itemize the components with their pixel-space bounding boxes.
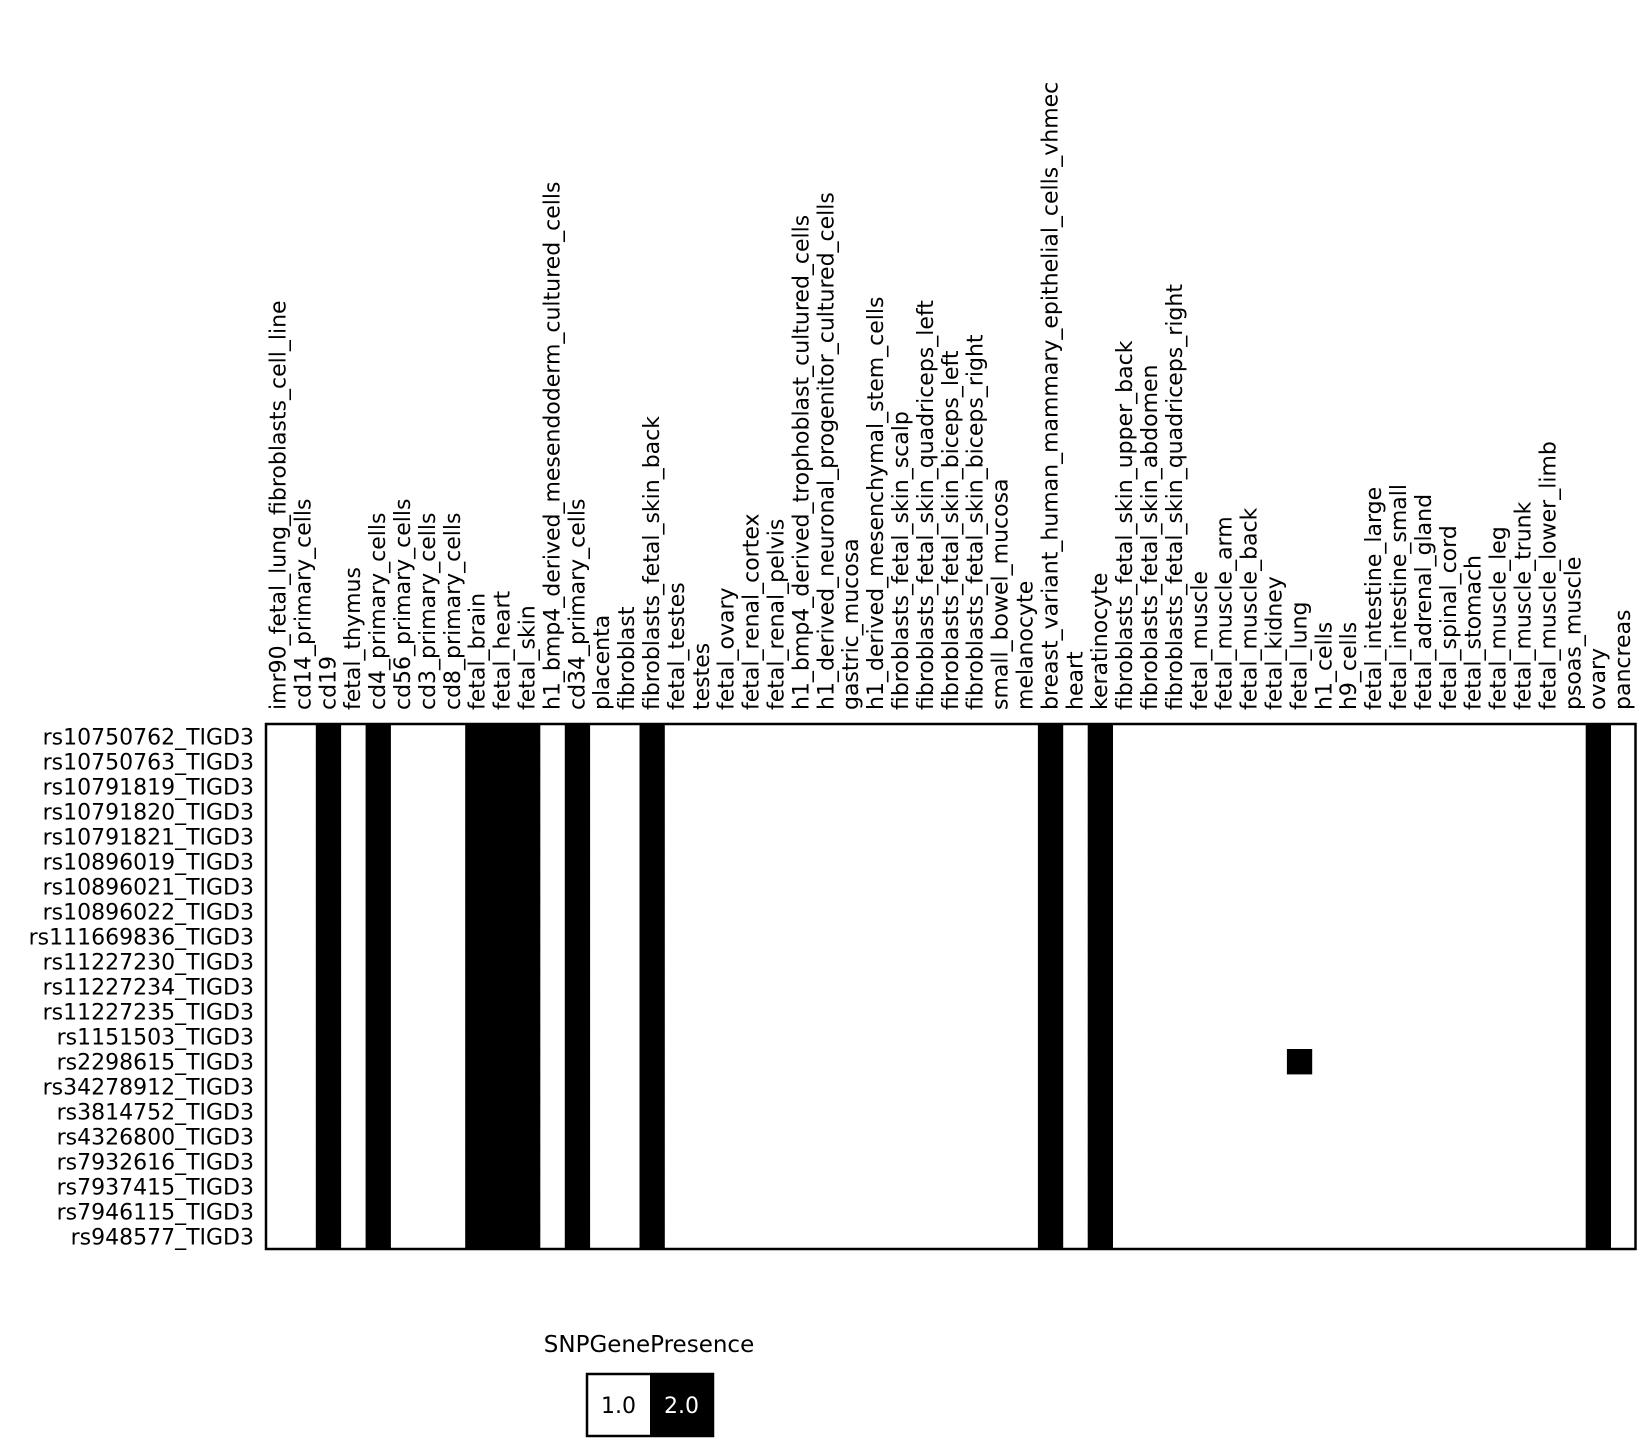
column-label: fibroblasts_fetal_skin_upper_back <box>1113 340 1139 710</box>
legend-label: 1.0 <box>601 1394 636 1419</box>
heatmap-cell <box>366 1074 391 1099</box>
legend-title: SNPGenePresence <box>543 1332 755 1358</box>
heatmap-cell <box>1088 1149 1113 1174</box>
heatmap-cell <box>565 774 590 799</box>
heatmap-cell <box>465 949 490 974</box>
heatmap-cell <box>465 1099 490 1124</box>
heatmap-cell <box>1038 1049 1063 1074</box>
heatmap-cell <box>640 1024 665 1049</box>
heatmap-cell <box>465 974 490 999</box>
column-label: fetal_lung <box>1287 601 1313 710</box>
heatmap-cell <box>1038 874 1063 899</box>
heatmap-cell <box>1088 1049 1113 1074</box>
heatmap-cell <box>640 824 665 849</box>
heatmap-cell <box>366 1124 391 1149</box>
heatmap-cell <box>565 1024 590 1049</box>
heatmap-cell <box>1038 924 1063 949</box>
heatmap-cell <box>640 874 665 899</box>
heatmap-cell <box>515 1224 540 1249</box>
column-labels <box>266 82 1636 710</box>
column-label: fetal_skin <box>515 605 541 710</box>
heatmap-cell <box>490 824 515 849</box>
heatmap-cell <box>1038 724 1063 749</box>
heatmap-cell <box>490 1049 515 1074</box>
heatmap-cell <box>515 1149 540 1174</box>
heatmap-cell <box>1586 749 1611 774</box>
heatmap-cell <box>1038 824 1063 849</box>
column-label: cd14_primary_cells <box>291 498 317 710</box>
heatmap-cell <box>1586 1024 1611 1049</box>
column-label: gastric_mucosa <box>839 538 865 710</box>
heatmap-cell <box>1586 824 1611 849</box>
column-label: fetal_adrenal_gland <box>1411 493 1437 710</box>
heatmap-cell <box>490 1074 515 1099</box>
heatmap-cell <box>565 899 590 924</box>
row-label: rs1151503_TIGD3 <box>56 1025 254 1051</box>
heatmap-cell <box>640 974 665 999</box>
column-label: h1_derived_neuronal_progenitor_cultured_cells <box>814 192 840 710</box>
heatmap-cell <box>515 1049 540 1074</box>
column-label: fetal_muscle_leg <box>1486 526 1512 710</box>
heatmap-cell <box>515 799 540 824</box>
heatmap-cell <box>316 974 341 999</box>
heatmap-cell <box>1088 949 1113 974</box>
heatmap-cell <box>565 824 590 849</box>
heatmap-cell <box>316 949 341 974</box>
heatmap-cell <box>490 1124 515 1149</box>
heatmap-cell <box>465 799 490 824</box>
heatmap-cell <box>465 849 490 874</box>
heatmap-cell <box>640 749 665 774</box>
heatmap-cell <box>490 874 515 899</box>
heatmap-cell <box>1586 1224 1611 1249</box>
heatmap-cell <box>465 1074 490 1099</box>
column-label: h1_cells <box>1312 621 1338 710</box>
heatmap-cell <box>565 949 590 974</box>
column-label: fibroblasts_fetal_skin_back <box>639 416 665 710</box>
heatmap-cell <box>515 874 540 899</box>
heatmap-cell <box>490 1199 515 1224</box>
heatmap-cell <box>490 1224 515 1249</box>
column-label: small_bowel_mucosa <box>988 478 1014 710</box>
column-label: fetal_stomach <box>1461 555 1487 710</box>
heatmap-cell <box>565 849 590 874</box>
heatmap-cell <box>1586 924 1611 949</box>
heatmap-cell <box>1586 874 1611 899</box>
heatmap-cell <box>465 1224 490 1249</box>
column-label: fetal_ovary <box>714 587 740 710</box>
row-label: rs7932616_TIGD3 <box>56 1150 254 1176</box>
heatmap-cell <box>640 1199 665 1224</box>
heatmap-cell <box>316 849 341 874</box>
heatmap-cell <box>1088 924 1113 949</box>
heatmap-cell <box>1088 774 1113 799</box>
column-label: fibroblasts_fetal_skin_abdomen <box>1137 364 1163 710</box>
heatmap-cell <box>640 1099 665 1124</box>
heatmap-cell <box>366 1224 391 1249</box>
heatmap-cell <box>465 1149 490 1174</box>
heatmap-cell <box>316 1024 341 1049</box>
heatmap-cell <box>1586 1074 1611 1099</box>
heatmap-cell <box>316 724 341 749</box>
column-label: keratinocyte <box>1088 572 1114 710</box>
row-labels <box>29 726 254 1251</box>
column-label: fetal_muscle_back <box>1237 507 1263 710</box>
column-label: cd56_primary_cells <box>390 498 416 710</box>
heatmap-cell <box>515 749 540 774</box>
heatmap-cell <box>1586 1199 1611 1224</box>
legend-items <box>587 1374 713 1436</box>
heatmap-cell <box>465 999 490 1024</box>
column-label: fetal_renal_pelvis <box>764 518 790 710</box>
column-label: pancreas <box>1611 609 1637 710</box>
heatmap-cell <box>316 899 341 924</box>
heatmap-cell <box>316 824 341 849</box>
column-label: psoas_muscle <box>1561 556 1587 710</box>
row-label: rs11227235_TIGD3 <box>42 1000 254 1026</box>
heatmap-cell <box>490 1024 515 1049</box>
heatmap-cell <box>1038 1174 1063 1199</box>
heatmap-cell <box>1088 1074 1113 1099</box>
heatmap-cell <box>316 1124 341 1149</box>
heatmap-cell <box>1586 899 1611 924</box>
row-label: rs10896021_TIGD3 <box>42 875 254 901</box>
heatmap-cell <box>515 1074 540 1099</box>
heatmap-cell <box>1088 749 1113 774</box>
heatmap-cell <box>1586 999 1611 1024</box>
heatmap-cell <box>366 874 391 899</box>
row-label: rs7946115_TIGD3 <box>56 1200 254 1226</box>
heatmap-cell <box>1088 1024 1113 1049</box>
column-label: fibroblast <box>615 606 641 710</box>
heatmap-cell <box>640 799 665 824</box>
column-label: ovary <box>1586 647 1612 710</box>
column-label: fetal_thymus <box>341 567 367 710</box>
column-label: h1_derived_mesenchymal_stem_cells <box>864 296 890 710</box>
heatmap-cell <box>1088 1099 1113 1124</box>
row-label: rs10791821_TIGD3 <box>42 825 254 851</box>
heatmap-cell <box>1088 899 1113 924</box>
heatmap-cell <box>1038 799 1063 824</box>
heatmap-cell <box>465 1049 490 1074</box>
heatmap-cell <box>465 874 490 899</box>
heatmap-cell <box>490 774 515 799</box>
heatmap-cell <box>366 1149 391 1174</box>
heatmap-cell <box>640 924 665 949</box>
heatmap-cell <box>640 849 665 874</box>
heatmap-cell <box>490 1174 515 1199</box>
heatmap-cell <box>1586 799 1611 824</box>
heatmap-cell <box>366 799 391 824</box>
heatmap-cell <box>316 774 341 799</box>
heatmap-cell <box>316 1074 341 1099</box>
heatmap-cell <box>565 1124 590 1149</box>
heatmap-cell <box>565 749 590 774</box>
heatmap-cell <box>366 924 391 949</box>
heatmap-cell <box>640 1074 665 1099</box>
column-label: fetal_muscle <box>1187 570 1213 710</box>
heatmap-cell <box>316 1049 341 1074</box>
heatmap-cell <box>490 999 515 1024</box>
legend <box>544 1332 754 1436</box>
heatmap-cell <box>366 1099 391 1124</box>
heatmap-cell <box>515 1024 540 1049</box>
column-label: fibroblasts_fetal_skin_quadriceps_left <box>913 300 939 710</box>
row-label: rs11227234_TIGD3 <box>42 975 254 1001</box>
heatmap-cell <box>565 724 590 749</box>
heatmap-cell <box>465 899 490 924</box>
heatmap-cell <box>640 999 665 1024</box>
row-label: rs11227230_TIGD3 <box>42 950 254 976</box>
heatmap-cell <box>1038 1074 1063 1099</box>
heatmap-cell <box>565 1099 590 1124</box>
column-label: fetal_intestine_large <box>1362 486 1388 710</box>
heatmap-cell <box>490 799 515 824</box>
heatmap-cell <box>1038 1124 1063 1149</box>
heatmap-cell <box>1038 1199 1063 1224</box>
column-label: fetal_kidney <box>1262 576 1288 710</box>
row-label: rs10750762_TIGD3 <box>42 725 254 751</box>
heatmap-cell <box>1586 1149 1611 1174</box>
column-label: imr90_fetal_lung_fibroblasts_cell_line <box>266 300 292 710</box>
heatmap-cell <box>1038 899 1063 924</box>
legend-label: 2.0 <box>664 1394 699 1419</box>
heatmap-cell <box>490 849 515 874</box>
heatmap-cell <box>366 1024 391 1049</box>
heatmap-cell <box>1038 999 1063 1024</box>
column-label: fetal_muscle_arm <box>1212 516 1238 710</box>
heatmap-cell <box>465 724 490 749</box>
heatmap-cell <box>565 1074 590 1099</box>
heatmap-cell <box>515 1174 540 1199</box>
heatmap-cell <box>316 999 341 1024</box>
heatmap-cell <box>465 1124 490 1149</box>
heatmap-cell <box>640 1124 665 1149</box>
heatmap-cell <box>1038 974 1063 999</box>
heatmap-cell <box>1586 849 1611 874</box>
column-label: fibroblasts_fetal_skin_scalp <box>888 411 914 710</box>
heatmap-cell <box>366 1199 391 1224</box>
heatmap-cell <box>1287 1049 1312 1074</box>
column-label: fetal_brain <box>465 592 491 710</box>
heatmap-cell <box>490 724 515 749</box>
heatmap-cell <box>640 1174 665 1199</box>
column-label: fetal_intestine_small <box>1386 484 1412 710</box>
column-label: breast_variant_human_mammary_epithelial_cells_vhmec <box>1038 81 1064 710</box>
column-label: placenta <box>590 614 616 710</box>
heatmap-cell <box>316 924 341 949</box>
heatmap-cell <box>1088 849 1113 874</box>
heatmap-cell <box>366 999 391 1024</box>
heatmap-cell <box>1038 849 1063 874</box>
row-label: rs111669836_TIGD3 <box>28 925 254 951</box>
heatmap-cell <box>1088 874 1113 899</box>
heatmap-cell <box>640 724 665 749</box>
column-label: h1_bmp4_derived_trophoblast_cultured_cells <box>789 214 815 710</box>
heatmap-cell <box>640 1224 665 1249</box>
column-label: fetal_spinal_cord <box>1436 525 1462 710</box>
heatmap-cell <box>1088 1174 1113 1199</box>
heatmap-cell <box>490 1099 515 1124</box>
heatmap-cell <box>640 949 665 974</box>
heatmap-cell <box>515 899 540 924</box>
heatmap-cell <box>490 974 515 999</box>
heatmap-cell <box>490 924 515 949</box>
heatmap-cell <box>366 949 391 974</box>
heatmap-cell <box>1038 1224 1063 1249</box>
heatmap-cell <box>465 749 490 774</box>
column-label: fibroblasts_fetal_skin_quadriceps_right <box>1162 284 1188 710</box>
row-label: rs2298615_TIGD3 <box>56 1050 254 1076</box>
heatmap-cell <box>465 924 490 949</box>
row-label: rs34278912_TIGD3 <box>42 1075 254 1101</box>
heatmap-cell <box>515 924 540 949</box>
heatmap-cell <box>465 824 490 849</box>
heatmap-cell <box>366 849 391 874</box>
heatmap-cell <box>316 1149 341 1174</box>
heatmap-cell <box>1586 974 1611 999</box>
row-label: rs10896022_TIGD3 <box>42 900 254 926</box>
heatmap-cell <box>1586 1049 1611 1074</box>
heatmap-cell <box>316 749 341 774</box>
heatmap-cells <box>316 724 1611 1249</box>
heatmap-cell <box>316 1199 341 1224</box>
column-label: cd34_primary_cells <box>565 498 591 710</box>
row-label: rs10791819_TIGD3 <box>42 775 254 801</box>
heatmap-cell <box>640 1149 665 1174</box>
heatmap-cell <box>565 999 590 1024</box>
column-label: melanocyte <box>1013 580 1039 710</box>
column-label: cd8_primary_cells <box>440 512 466 710</box>
heatmap-cell <box>316 1099 341 1124</box>
heatmap-cell <box>640 774 665 799</box>
column-label: fetal_renal_cortex <box>739 513 765 710</box>
column-label: heart <box>1063 651 1089 710</box>
heatmap-cell <box>1088 1224 1113 1249</box>
heatmap-cell <box>1586 949 1611 974</box>
heatmap-cell <box>366 974 391 999</box>
heatmap-cell <box>316 1174 341 1199</box>
heatmap-cell <box>366 824 391 849</box>
heatmap-cell <box>366 1174 391 1199</box>
column-label: fetal_testes <box>664 582 690 710</box>
heatmap-cell <box>515 949 540 974</box>
row-label: rs10750763_TIGD3 <box>42 750 254 776</box>
heatmap-cell <box>515 1124 540 1149</box>
heatmap-cell <box>1586 1124 1611 1149</box>
heatmap-cell <box>515 824 540 849</box>
heatmap-cell <box>1038 1149 1063 1174</box>
heatmap-cell <box>366 724 391 749</box>
heatmap-cell <box>490 899 515 924</box>
heatmap-cell <box>366 749 391 774</box>
heatmap-cell <box>316 1224 341 1249</box>
column-label: fetal_muscle_lower_limb <box>1536 441 1562 710</box>
heatmap-cell <box>1038 949 1063 974</box>
heatmap-cell <box>490 949 515 974</box>
heatmap-cell <box>1586 724 1611 749</box>
heatmap-cell <box>490 749 515 774</box>
heatmap-cell <box>1088 799 1113 824</box>
heatmap-cell <box>1088 974 1113 999</box>
heatmap-cell <box>515 849 540 874</box>
column-label: cd4_primary_cells <box>366 512 392 710</box>
heatmap-cell <box>1586 1174 1611 1199</box>
heatmap-cell <box>1088 999 1113 1024</box>
heatmap-cell <box>565 1174 590 1199</box>
heatmap-cell <box>565 974 590 999</box>
heatmap-cell <box>490 1149 515 1174</box>
row-label: rs948577_TIGD3 <box>70 1225 254 1251</box>
heatmap-cell <box>565 874 590 899</box>
heatmap-cell <box>465 1024 490 1049</box>
heatmap-cell <box>565 799 590 824</box>
heatmap-cell <box>1088 824 1113 849</box>
heatmap-cell <box>316 874 341 899</box>
column-label: fetal_muscle_trunk <box>1511 501 1537 710</box>
heatmap-cell <box>465 774 490 799</box>
heatmap-cell <box>515 724 540 749</box>
heatmap-cell <box>565 1224 590 1249</box>
column-label: fibroblasts_fetal_skin_biceps_left <box>938 350 964 710</box>
row-label: rs3814752_TIGD3 <box>56 1100 254 1126</box>
heatmap-cell <box>366 774 391 799</box>
heatmap-cell <box>465 1174 490 1199</box>
heatmap-cell <box>565 1049 590 1074</box>
heatmap-cell <box>316 799 341 824</box>
row-label: rs10896019_TIGD3 <box>42 850 254 876</box>
heatmap-cell <box>1088 1199 1113 1224</box>
column-label: h9_cells <box>1337 621 1363 710</box>
heatmap-cell <box>515 774 540 799</box>
heatmap-cell <box>565 924 590 949</box>
heatmap-cell <box>366 1049 391 1074</box>
heatmap-cell <box>1586 1099 1611 1124</box>
column-label: testes <box>689 642 715 710</box>
row-label: rs10791820_TIGD3 <box>42 800 254 826</box>
heatmap-cell <box>1038 1024 1063 1049</box>
heatmap-cell <box>366 899 391 924</box>
column-label: cd19 <box>316 655 342 710</box>
heatmap-cell <box>640 899 665 924</box>
heatmap-cell <box>515 1099 540 1124</box>
row-label: rs4326800_TIGD3 <box>56 1125 254 1151</box>
row-label: rs7937415_TIGD3 <box>56 1175 254 1201</box>
heatmap-cell <box>515 974 540 999</box>
heatmap-cell <box>515 1199 540 1224</box>
column-label: fetal_heart <box>490 590 516 710</box>
heatmap-cell <box>515 999 540 1024</box>
heatmap-cell <box>1038 1099 1063 1124</box>
heatmap-cell <box>1038 749 1063 774</box>
heatmap-cell <box>1088 1124 1113 1149</box>
column-label: fibroblasts_fetal_skin_biceps_right <box>963 334 989 710</box>
heatmap-cell <box>565 1199 590 1224</box>
column-label: h1_bmp4_derived_mesendoderm_cultured_cells <box>540 181 566 710</box>
heatmap-cell <box>565 1149 590 1174</box>
heatmap-cell <box>1586 774 1611 799</box>
heatmap-cell <box>640 1049 665 1074</box>
column-label: cd3_primary_cells <box>415 512 441 710</box>
heatmap-cell <box>465 1199 490 1224</box>
heatmap-cell <box>1038 774 1063 799</box>
heatmap-cell <box>1088 724 1113 749</box>
